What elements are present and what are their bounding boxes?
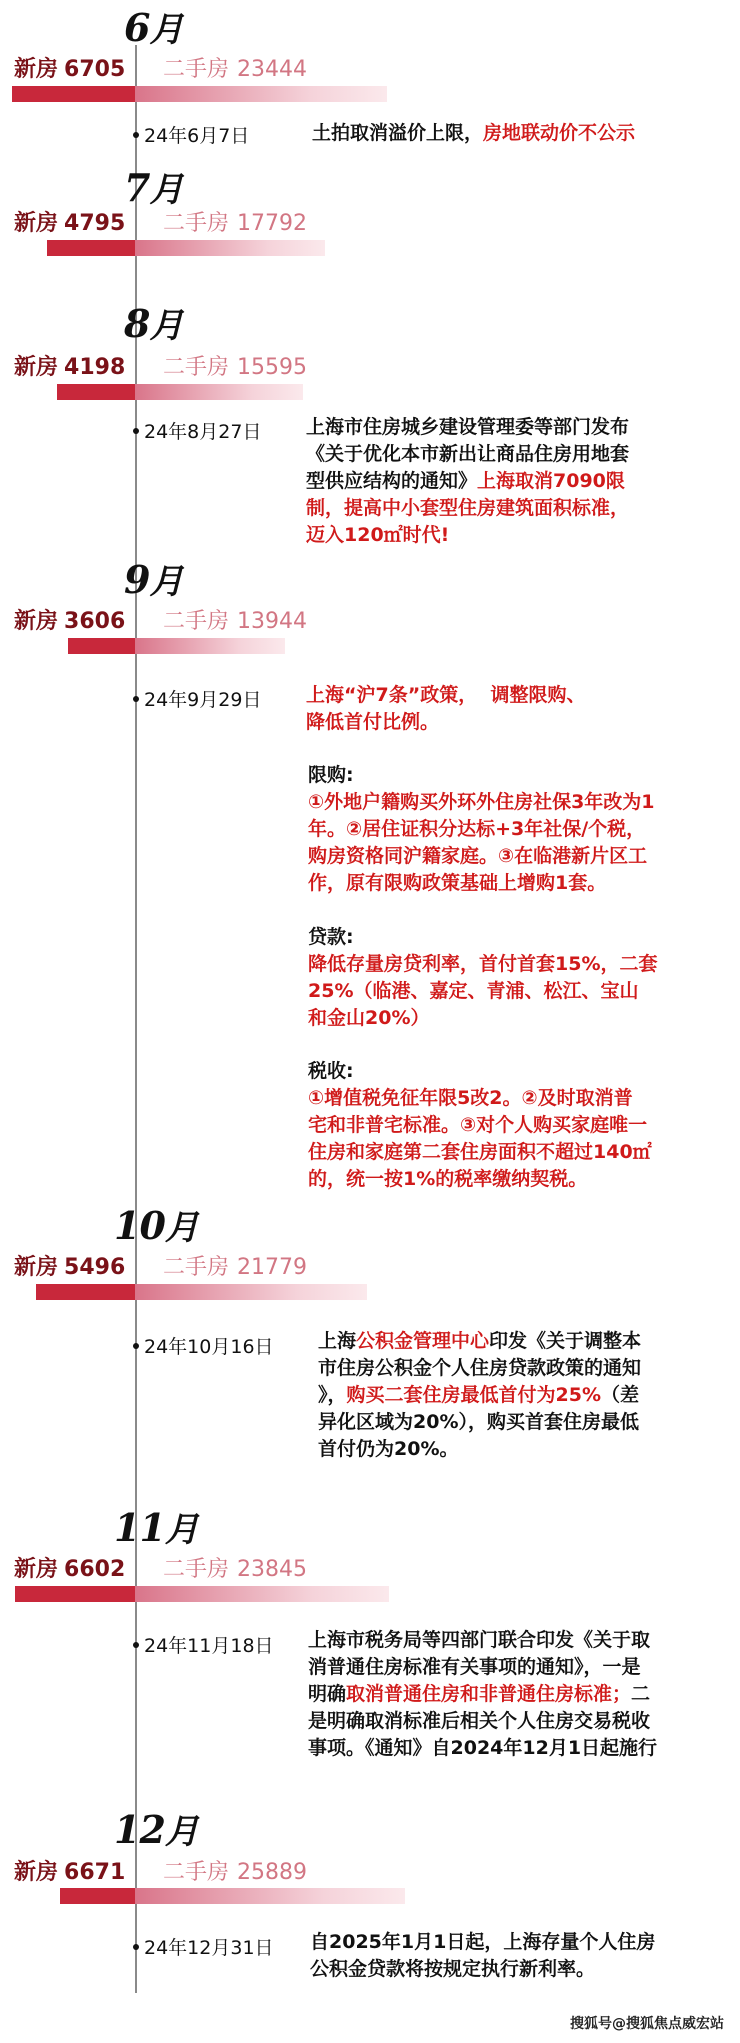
event-line: 降低首付比例。 [306, 711, 440, 733]
month-unit: 月 [164, 1208, 198, 1248]
new-house-value: 4795 [64, 211, 126, 236]
month-heading-nov [114, 1502, 198, 1551]
month-unit: 月 [149, 562, 183, 602]
event-text-nov [308, 1627, 657, 1762]
policy-loan-block [308, 924, 657, 1032]
new-house-bar-jul [47, 240, 135, 256]
month-heading-dec [114, 1804, 198, 1853]
event-text-part: 上海 [318, 1330, 357, 1352]
policy-tax-block [308, 1058, 652, 1193]
event-line: 是明确取消标准后相关个人住房交易税收 [308, 1710, 651, 1732]
policy-line: ①增值税免征年限5改2。②及时取消普 [308, 1087, 633, 1109]
new-house-text: 新房 [14, 211, 59, 236]
second-house-value: 23444 [237, 57, 308, 82]
month-heading-oct [114, 1200, 198, 1249]
event-line: 上海市住房城乡建设管理委等部门发布 [306, 416, 630, 438]
new-house-bar-dec [60, 1888, 135, 1904]
month-number: 9 [124, 557, 150, 602]
new-house-bar-aug [57, 384, 135, 400]
new-house-label-jun [14, 52, 125, 83]
new-house-text: 新房 [14, 609, 59, 634]
new-house-label-aug [14, 350, 125, 381]
new-house-text: 新房 [14, 57, 59, 82]
event-text-part: （差 [601, 1384, 640, 1406]
second-house-text: 二手房 [163, 355, 230, 380]
event-line: 自2025年1月1日起，上海存量个人住房 [310, 1931, 656, 1953]
event-line: 事项。《通知》自2024年12月1日起施行 [308, 1737, 658, 1759]
month-number: 6 [124, 5, 150, 50]
event-line: 上海市税务局等四部门联合印发《关于取 [308, 1629, 651, 1651]
second-house-bar-dec [135, 1888, 405, 1904]
month-unit: 月 [149, 170, 183, 210]
second-house-bar-aug [135, 384, 303, 400]
new-house-bar-jun [12, 86, 135, 102]
month-heading-sep [124, 554, 182, 603]
event-line [306, 682, 585, 709]
second-house-bar-jul [135, 240, 325, 256]
new-house-value: 4198 [64, 355, 126, 380]
month-number: 7 [124, 165, 150, 210]
new-house-text: 新房 [14, 1557, 59, 1582]
event-line: 首付仍为20%。 [318, 1438, 459, 1460]
month-unit: 月 [164, 1812, 198, 1852]
new-house-value: 6705 [64, 57, 126, 82]
second-house-text: 二手房 [163, 1557, 230, 1582]
policy-line: 和金山20%） [308, 1007, 430, 1029]
policy-line: 购房资格同沪籍家庭。③在临港新片区工 [308, 845, 648, 867]
event-dot [133, 1944, 139, 1950]
event-highlight: 房地联动价不公示 [483, 122, 636, 144]
event-highlight: 上海“沪7条”政策， [306, 684, 478, 706]
second-house-bar-jun [135, 86, 387, 102]
policy-line: 的，统一按1%的税率缴纳契税。 [308, 1168, 588, 1190]
month-heading-jun [124, 2, 182, 51]
month-unit: 月 [164, 1510, 198, 1550]
policy-line: 降低存量房贷利率，首付首套15%，二套 [308, 953, 658, 975]
second-house-text: 二手房 [163, 211, 230, 236]
event-line: 迈入120㎡时代! [306, 524, 450, 546]
new-house-text: 新房 [14, 355, 59, 380]
policy-line: 年。②居住证积分达标+3年社保/个税， [308, 818, 646, 840]
second-house-text: 二手房 [163, 609, 230, 634]
event-highlight: 公积金管理中心 [356, 1330, 490, 1352]
event-text-part: 二 [631, 1683, 651, 1705]
new-house-text: 新房 [14, 1860, 59, 1885]
event-highlight: 调整限购、 [490, 684, 586, 706]
watermark: 搜狐号@搜狐焦点威宏站 [570, 2016, 724, 2032]
policy-line: 宅和非普宅标准。③对个人购买家庭唯一 [308, 1114, 648, 1136]
second-house-label-oct [163, 1250, 307, 1281]
second-house-bar-oct [135, 1284, 367, 1300]
month-heading-jul [124, 162, 182, 211]
policy-line: 住房和家庭第二套住房面积不超过140㎡ [308, 1141, 652, 1163]
policy-purchase-block [308, 762, 655, 897]
event-dot [133, 132, 139, 138]
event-date-aug: 24年8月27日 [144, 421, 262, 443]
event-dot [133, 696, 139, 702]
event-text-part: 型供应结构的通知》 [306, 470, 478, 492]
month-number: 8 [124, 301, 150, 346]
event-date-sep: 24年9月29日 [144, 689, 262, 711]
second-house-label-jun [163, 52, 307, 83]
event-date-dec: 24年12月31日 [144, 1937, 274, 1959]
second-house-label-nov [163, 1552, 307, 1583]
new-house-value: 6671 [64, 1860, 126, 1885]
event-text-oct [318, 1328, 641, 1463]
new-house-bar-sep [68, 638, 135, 654]
policy-line: 作，原有限购政策基础上增购1套。 [308, 872, 607, 894]
month-number: 11 [114, 1505, 165, 1550]
event-text-aug [306, 414, 629, 549]
policy-line: ①外地户籍购买外环外住房社保3年改为1 [308, 791, 655, 813]
event-line: 市住房公积金个人住房贷款政策的通知 [318, 1357, 642, 1379]
event-line [306, 468, 629, 495]
event-text-part: 》， [318, 1384, 347, 1406]
second-house-label-sep [163, 604, 307, 635]
event-text-dec [310, 1929, 655, 1983]
second-house-text: 二手房 [163, 1255, 230, 1280]
second-house-value: 17792 [237, 211, 308, 236]
event-text-part: 土拍取消溢价上限， [312, 122, 484, 144]
month-unit: 月 [149, 306, 183, 346]
new-house-bar-nov [15, 1586, 135, 1602]
event-line: 公积金贷款将按规定执行新利率。 [310, 1958, 596, 1980]
event-line [318, 1382, 641, 1409]
event-line [318, 1328, 641, 1355]
policy-purchase-title: 限购: [308, 764, 354, 786]
new-house-value: 6602 [64, 1557, 126, 1582]
event-highlight: 上海取消7090限 [477, 470, 625, 492]
second-house-text: 二手房 [163, 1860, 230, 1885]
event-line [308, 1681, 657, 1708]
second-house-label-aug [163, 350, 307, 381]
second-house-bar-sep [135, 638, 285, 654]
event-date-nov: 24年11月18日 [144, 1635, 274, 1657]
month-number: 12 [114, 1807, 165, 1852]
second-house-value: 13944 [237, 609, 308, 634]
month-unit: 月 [149, 10, 183, 50]
new-house-bar-oct [36, 1284, 135, 1300]
event-line: 制，提高中小套型住房建筑面积标准， [306, 497, 630, 519]
event-dot [133, 428, 139, 434]
new-house-label-jul [14, 206, 125, 237]
event-text-part: 印发《关于调整本 [489, 1330, 642, 1352]
event-line: 消普通住房标准有关事项的通知》，一是 [308, 1656, 641, 1678]
policy-line: 25%（临港、嘉定、青浦、松江、宝山 [308, 980, 639, 1002]
second-house-value: 21779 [237, 1255, 308, 1280]
second-house-text: 二手房 [163, 57, 230, 82]
second-house-bar-nov [135, 1586, 389, 1602]
month-heading-aug [124, 298, 182, 347]
event-highlight: 取消普通住房和非普通住房标准； [346, 1683, 632, 1705]
policy-tax-title: 税收: [308, 1060, 354, 1082]
policy-loan-title: 贷款: [308, 926, 354, 948]
event-text-jun [312, 120, 635, 147]
event-date-jun: 24年6月7日 [144, 125, 250, 147]
second-house-value: 15595 [237, 355, 308, 380]
event-line: 异化区域为20%），购买首套住房最低 [318, 1411, 639, 1433]
second-house-value: 23845 [237, 1557, 308, 1582]
event-highlight: 购买二套住房最低首付为25% [346, 1384, 601, 1406]
new-house-value: 5496 [64, 1255, 126, 1280]
second-house-label-jul [163, 206, 307, 237]
second-house-label-dec [163, 1855, 307, 1886]
new-house-label-sep [14, 604, 125, 635]
new-house-value: 3606 [64, 609, 126, 634]
new-house-label-dec [14, 1855, 125, 1886]
second-house-value: 25889 [237, 1860, 308, 1885]
event-text-part: 明确 [308, 1683, 347, 1705]
event-dot [133, 1343, 139, 1349]
event-dot [133, 1642, 139, 1648]
new-house-label-oct [14, 1250, 125, 1281]
event-text-sep [306, 682, 585, 736]
month-number: 10 [114, 1203, 165, 1248]
event-line: 《关于优化本市新出让商品住房用地套 [306, 443, 630, 465]
new-house-label-nov [14, 1552, 125, 1583]
new-house-text: 新房 [14, 1255, 59, 1280]
event-date-oct: 24年10月16日 [144, 1336, 274, 1358]
